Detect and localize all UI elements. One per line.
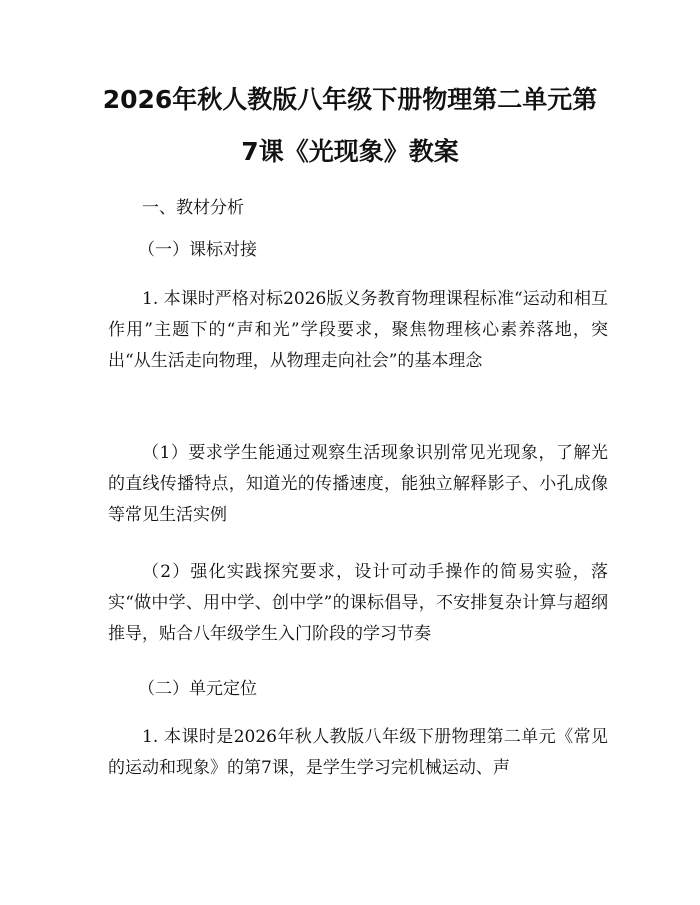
paragraph-unit-position: 1. 本课时是2026年秋人教版八年级下册物理第二单元《常见的运动和现象》的第7课，是学生学习完机械运动、声 [108, 727, 608, 778]
document-title-line-2: 7课《光现象》教案 [241, 137, 459, 166]
document-title-line-1: 2026年秋人教版八年级下册物理第二单元第 [102, 85, 598, 114]
section-heading-textbook-analysis: 一、教材分析 [142, 198, 244, 218]
paragraph-requirement-1: （1）要求学生能通过观察生活现象识别常见光现象，了解光的直线传播特点，知道光的传播速度，能独立解释影子、小孔成像等常见生活实例 [108, 443, 608, 525]
subsection-heading-unit-position: （二）单元定位 [138, 679, 257, 699]
subsection-heading-curriculum-alignment: （一）课标对接 [138, 240, 257, 260]
paragraph-requirement-2: （2）强化实践探究要求，设计可动手操作的简易实验，落实“做中学、用中学、创中学”的课标倡导，不安排复杂计算与超纲推导，贴合八年级学生入门阶段的学习节奏 [108, 562, 608, 644]
paragraph-curriculum-standard: 1. 本课时严格对标2026版义务教育物理课程标准“运动和相互作用”主题下的“声和光”学段要求，聚焦物理核心素养落地，突出“从生活走向物理，从物理走向社会”的基本理念 [108, 289, 608, 371]
